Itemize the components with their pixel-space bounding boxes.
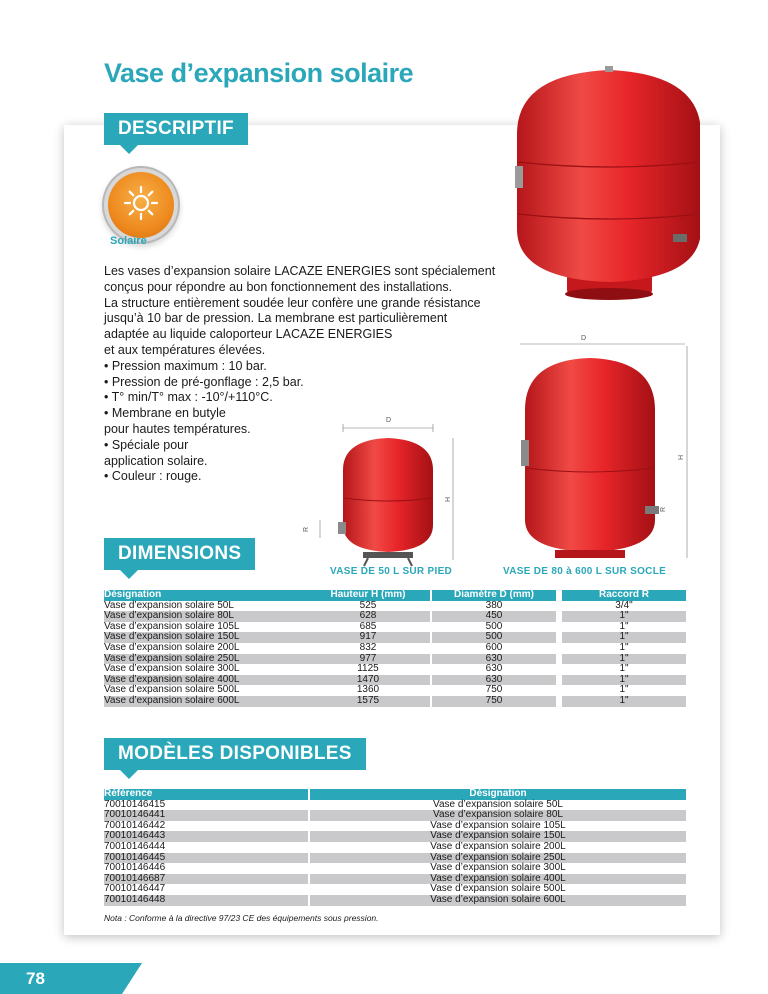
table-cell: Vase d’expansion solaire 600L	[104, 696, 306, 707]
dimensions-col-hauteur	[306, 590, 430, 707]
table-cell: Vase d’expansion solaire 150L	[310, 831, 686, 842]
table-row	[310, 895, 686, 906]
table-cell: 500	[432, 632, 556, 643]
diagram-large-tank	[515, 330, 690, 565]
table-cell: Vase d’expansion solaire 50L	[433, 798, 563, 810]
table-cell: 70010146443	[104, 831, 308, 842]
table-row	[306, 643, 430, 654]
bullet-item: • Spéciale pour application solaire.	[104, 437, 208, 468]
table-cell: 70010146687	[104, 874, 308, 885]
table-row	[104, 842, 308, 853]
table-cell: Vase d’expansion solaire 80L	[104, 611, 306, 622]
table-row	[562, 696, 686, 707]
page-number: 78	[26, 969, 45, 988]
table-cell: 70010146441	[104, 810, 308, 821]
section-tag-modeles: MODÈLES DISPONIBLES	[104, 738, 366, 770]
table-cell: 3/4"	[615, 599, 633, 611]
page-number-tab	[0, 963, 142, 994]
bullet-item: • Pression maximum : 10 bar.	[104, 358, 267, 373]
diagram-label-r: R	[660, 506, 667, 512]
table-cell: Vase d’expansion solaire 500L	[104, 684, 240, 696]
table-row	[562, 643, 686, 654]
table-cell: 600	[485, 641, 503, 653]
table-row	[310, 842, 686, 853]
dimensions-col-designation	[104, 590, 306, 707]
table-cell: 1"	[619, 684, 629, 696]
diagram-label-d: D	[386, 417, 392, 424]
table-cell: 70010146444	[104, 840, 166, 852]
table-cell: Vase d’expansion solaire 300L	[430, 862, 566, 874]
bullet-item: • T° min/T° max : -10°/+110°C.	[104, 390, 273, 405]
table-cell: 1"	[619, 620, 629, 632]
table-cell: 1360	[356, 684, 380, 696]
dim-header-raccord: Raccord R	[562, 590, 686, 601]
diagram-label-h: H	[445, 496, 452, 502]
diagram-label-h: H	[678, 454, 685, 460]
caption-small-tank: VASE DE 50 L SUR PIED	[330, 566, 453, 577]
table-cell: 70010146415	[104, 798, 166, 810]
models-col-designation	[310, 789, 686, 906]
table-cell: 977	[306, 654, 430, 665]
table-cell: 1"	[562, 632, 686, 643]
solar-label: Solaire	[110, 235, 147, 247]
table-cell: 630	[485, 663, 503, 675]
table-cell: 70010146448	[104, 895, 308, 906]
table-row	[104, 643, 306, 654]
bullet-item: • Couleur : rouge.	[104, 469, 202, 484]
table-cell: Vase d’expansion solaire 250L	[104, 654, 306, 665]
table-cell: 685	[359, 620, 377, 632]
table-cell: 750	[485, 684, 503, 696]
table-cell: 1125	[357, 663, 379, 675]
table-cell: Vase d’expansion solaire 500L	[430, 883, 566, 895]
dimensions-col-raccord	[562, 590, 686, 707]
section-tag-dimensions: DIMENSIONS	[104, 538, 255, 570]
description-intro: Les vases d’expansion solaire LACAZE ENERGIES sont spécialement conçus pour répondre au bon fonctionnement des installations. La structure entièrement soudée leur confère une grande résistance jusqu’à 10 bar de pression. La membrane est particulièrement adaptée au liquide caloporteur LACAZE ENERGIES et aux températures élevées.	[104, 264, 496, 357]
table-row	[104, 895, 308, 906]
table-cell: 628	[306, 611, 430, 622]
table-cell: 380	[485, 599, 503, 611]
models-col-reference	[104, 789, 308, 906]
diagram-label-d: D	[581, 335, 587, 342]
table-cell: 1"	[619, 663, 629, 675]
diagram-label-r: R	[303, 526, 310, 532]
table-cell: 1470	[306, 675, 430, 686]
compliance-note: Nota : Conforme à la directive 97/23 CE des équipements sous pression.	[104, 913, 379, 923]
bullet-item: • Membrane en butyle pour hautes températures.	[104, 406, 251, 436]
table-cell: 630	[432, 675, 556, 686]
dimensions-col-diametre	[432, 590, 556, 707]
table-cell: Vase d’expansion solaire 50L	[104, 599, 234, 611]
table-cell: 750	[432, 696, 556, 707]
sun-icon	[108, 172, 174, 238]
dim-header-designation: Désignation	[104, 590, 306, 601]
table-cell: 500	[485, 620, 503, 632]
table-cell: 70010146446	[104, 862, 166, 874]
dim-header-diametre: Diamètre D (mm)	[432, 590, 556, 601]
bullet-item: • Pression de pré-gonflage : 2,5 bar.	[104, 374, 304, 389]
table-row	[432, 643, 556, 654]
table-cell: Vase d’expansion solaire 200L	[104, 641, 240, 653]
diagram-small-tank	[298, 410, 468, 570]
table-cell: 450	[432, 611, 556, 622]
table-cell: 917	[306, 632, 430, 643]
section-tag-descriptif: DESCRIPTIF	[104, 113, 248, 145]
table-cell: Vase d’expansion solaire 400L	[104, 675, 306, 686]
table-cell: 1"	[619, 641, 629, 653]
table-cell: Vase d’expansion solaire 200L	[430, 840, 566, 852]
dim-header-hauteur: Hauteur H (mm)	[306, 590, 430, 601]
table-cell: 630	[432, 654, 556, 665]
table-cell: 1"	[562, 654, 686, 665]
table-cell: Vase d’expansion solaire 105L	[430, 819, 566, 831]
table-row	[432, 696, 556, 707]
table-cell: Vase d’expansion solaire 300L	[104, 663, 240, 675]
table-row	[104, 696, 306, 707]
table-cell: Vase d’expansion solaire 400L	[310, 874, 686, 885]
table-cell: Vase d’expansion solaire 105L	[104, 620, 240, 632]
models-header-designation: Désignation	[310, 789, 686, 800]
page-title: Vase d’expansion solaire	[104, 58, 414, 88]
solar-badge	[108, 172, 174, 238]
product-photo-tank	[505, 64, 700, 304]
table-cell: 1"	[562, 675, 686, 686]
table-row	[306, 696, 430, 707]
models-header-reference: Référence	[104, 789, 308, 800]
table-cell: 1"	[562, 611, 686, 622]
table-cell: 832	[359, 641, 377, 653]
table-cell: Vase d’expansion solaire 250L	[310, 853, 686, 864]
table-cell: 70010146445	[104, 853, 308, 864]
table-cell: 70010146447	[104, 883, 166, 895]
table-cell: Vase d’expansion solaire 80L	[310, 810, 686, 821]
table-cell: 1575	[306, 696, 430, 707]
table-cell: Vase d’expansion solaire 150L	[104, 632, 306, 643]
table-cell: Vase d’expansion solaire 600L	[310, 895, 686, 906]
table-cell: 70010146442	[104, 819, 166, 831]
table-cell: 525	[359, 599, 377, 611]
caption-large-tank: VASE DE 80 à 600 L SUR SOCLE	[503, 566, 667, 577]
table-cell: 1"	[562, 696, 686, 707]
